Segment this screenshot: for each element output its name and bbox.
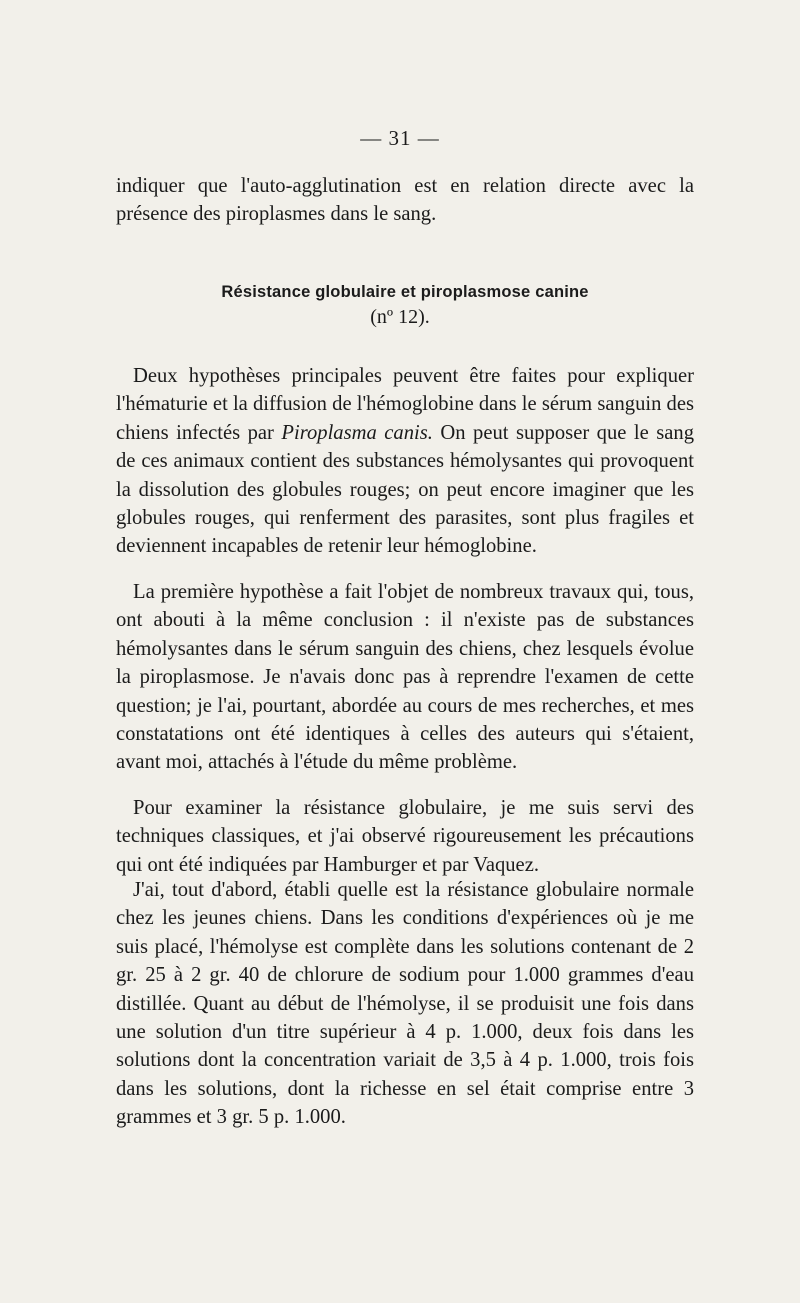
paragraph-4: J'ai, tout d'abord, établi quelle est la résistance globulaire normale chez les jeunes chiens. Dans les conditions d'expériences où je me suis placé, l'hémolyse est complète dans les solutions contenant de 2 gr. 25 à 2 gr. 40 de chlorure de sodium pour 1.000 grammes d'eau distillée. Quant au début de l'hémolyse, il se produisit une fois dans une solution d'un titre supérieur à 4 p. 1.000, deux fois dans les solutions dont la concentration variait de 3,5 à 4 p. 1.000, trois fois dans les solutions, dont la richesse en sel était comprise entre 3 grammes et 3 gr. 5 p. 1.000.: [116, 879, 694, 1129]
paragraph-2: La première hypothèse a fait l'objet de nombreux travaux qui, tous, ont abouti à la même conclusion : il n'existe pas de substances hémolysantes dans le sérum sanguin des chiens, chez lesquels évolue la piroplasmose. Je n'avais donc pas à reprendre l'examen de cette question; je l'ai, pourtant, abordée au cours de mes recherches, et mes constatations ont été identiques à celles des auteurs qui s'étaient, avant moi, attachés à l'étude du même problème.: [116, 581, 694, 774]
paragraph-1: [116, 362, 694, 561]
paragraph-3: Pour examiner la résistance globulaire, je me suis servi des techniques classiques, et j'ai observé rigoureusement les précautions qui ont été indiquées par Hamburger et par Vaquez.: [116, 797, 694, 876]
section-subtitle: (nº 12).: [370, 306, 430, 328]
paragraph-1-text-a: Deux hypothèses principales peuvent être faites pour expliquer l'hématurie et la diffusion de l'hémoglobine dans le sérum sanguin des chiens infectés par: [116, 365, 694, 444]
section-title: Résistance globulaire et piroplasmose canine: [221, 283, 589, 301]
paragraph-1-text-b: On peut supposer que le sang de ces animaux contient des substances hémolysantes qui provoquent la dissolution des globules rouges; on peut encore imaginer que les globules rouges, qui renferment des parasites, sont plus fragiles et deviennent incapables de retenir leur hémoglobine.: [116, 421, 695, 558]
page-number: — 31 —: [360, 126, 440, 150]
species-name: Piroplasma canis.: [281, 421, 433, 444]
intro-paragraph: [116, 172, 694, 229]
intro-line-1: indiquer que l'auto-agglutination est en relation directe avec la: [116, 175, 694, 197]
intro-line-2: présence des piroplasmes dans le sang.: [116, 203, 437, 226]
